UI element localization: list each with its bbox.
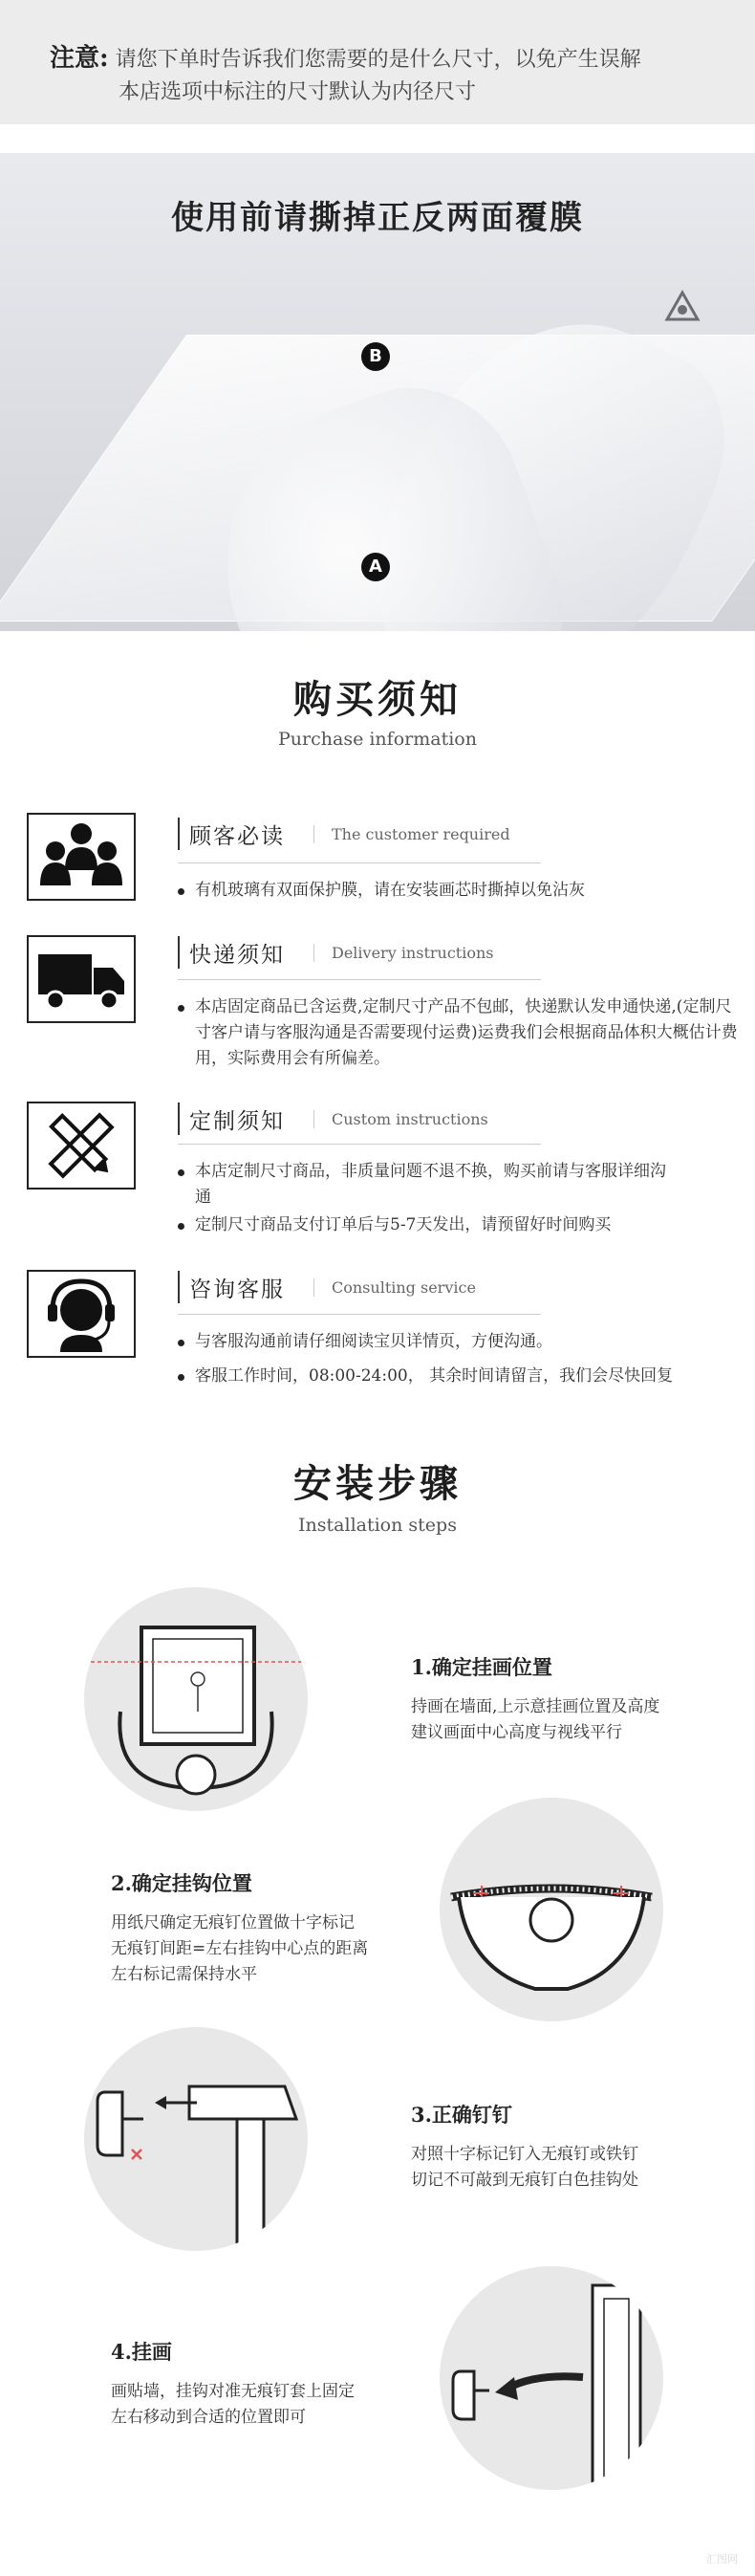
headset-icon — [29, 1272, 134, 1356]
consulting-heading — [178, 1268, 476, 1306]
notice-label: 注意: — [50, 44, 109, 73]
side-b-label: B — [361, 342, 390, 371]
step-4-text: 画贴墙，挂钩对准无痕钉套上固定 左右移动到合适的位置即可 — [111, 2382, 355, 2427]
delivery-heading — [178, 933, 493, 971]
heading-en: Delivery instructions — [313, 944, 493, 962]
heading-en: Consulting service — [313, 1278, 476, 1297]
heading-en: The customer required — [313, 825, 510, 843]
step-4-illustration — [440, 2266, 663, 2490]
step-2-text: 用纸尺确定无痕钉位置做十字标记 无痕钉间距=左右挂钩中心点的距离 左右标记需保持水平 — [111, 1913, 369, 1984]
heading-cn: 咨询客服 — [189, 1277, 285, 1302]
step-1-illustration — [84, 1587, 308, 1811]
bullet-item: 定制尺寸商品支付订单后与5-7天发出，请预留好时间购买 — [178, 1212, 742, 1238]
notice-banner — [0, 0, 755, 124]
recycle-icon — [656, 287, 709, 335]
divider — [178, 1314, 541, 1315]
delivery-icon-box — [27, 935, 136, 1023]
step-4-title: 4.挂画 — [111, 2340, 172, 2364]
step-3-title: 3.正确钉钉 — [411, 2103, 512, 2127]
step-2-illustration — [440, 1798, 663, 2021]
divider — [178, 1144, 541, 1145]
bullet-item: 客服工作时间，08:00-24:00， 其余时间请留言，我们会尽快回复 — [178, 1364, 742, 1389]
bullet-item: 与客服沟通前请仔细阅读宝贝详情页，方便沟通。 — [178, 1329, 742, 1355]
step-2-title: 2.确定挂钩位置 — [111, 1871, 252, 1895]
notice-line-1: 请您下单时告诉我们您需要的是什么尺寸，以免产生误解 — [115, 48, 641, 72]
notice-line-2: 本店选项中标注的尺寸默认为内径尺寸 — [119, 80, 477, 104]
heading-cn: 定制须知 — [189, 1108, 285, 1134]
hammer-icon — [84, 2027, 308, 2251]
frame-on-wall-icon — [84, 1587, 308, 1811]
purchase-title: 购买须知 — [293, 677, 462, 722]
step-3-text: 对照十字标记钉入无痕钉或铁钉 切记不可敲到无痕钉白色挂钩处 — [411, 2145, 638, 2190]
heading-cn: 快递须知 — [189, 942, 285, 968]
film-title: 使用前请撕掉正反两面覆膜 — [171, 199, 584, 237]
bullet-item: 本店定制尺寸商品，非质量问题不退不换，购买前请与客服详细沟通 — [178, 1159, 675, 1211]
install-title: 安装步骤 — [293, 1461, 462, 1506]
side-a-label: A — [361, 553, 390, 581]
measure-tape-icon — [440, 1798, 663, 2021]
divider — [178, 979, 541, 980]
service-icon-box — [27, 1270, 136, 1358]
bullet-item: 有机玻璃有双面保护膜，请在安装画芯时撕掉以免沾灰 — [178, 878, 742, 904]
hang-frame-icon — [440, 2266, 663, 2490]
step-3-illustration — [84, 2027, 308, 2251]
divider — [178, 862, 541, 863]
bullet-item: 本店固定商品已含运费,定制尺寸产品不包邮，快递默认发申通快递,(定制尺寸客户请与客服沟通是否需要现付运费)运费我们会根据商品体积大概估计费用，实际费用会有所偏差。 — [178, 994, 742, 1072]
step-1-title: 1.确定挂画位置 — [411, 1655, 552, 1679]
step-1-text: 持画在墙面,上示意挂画位置及高度 建议画面中心高度与视线平行 — [411, 1697, 660, 1742]
heading-cn: 顾客必读 — [189, 823, 285, 849]
custom-heading — [178, 1100, 488, 1138]
people-icon — [29, 815, 134, 899]
watermark: 汇图网 — [706, 2553, 738, 2565]
purchase-subtitle: Purchase information — [278, 729, 477, 750]
custom-icon-box — [27, 1102, 136, 1190]
customer-icon-box — [27, 813, 136, 901]
truck-icon — [29, 937, 134, 1021]
heading-en: Custom instructions — [313, 1110, 488, 1128]
customer-required-heading — [178, 815, 510, 853]
install-subtitle: Installation steps — [298, 1515, 457, 1536]
ruler-pencil-icon — [29, 1103, 134, 1188]
film-peel-photo — [0, 153, 755, 631]
